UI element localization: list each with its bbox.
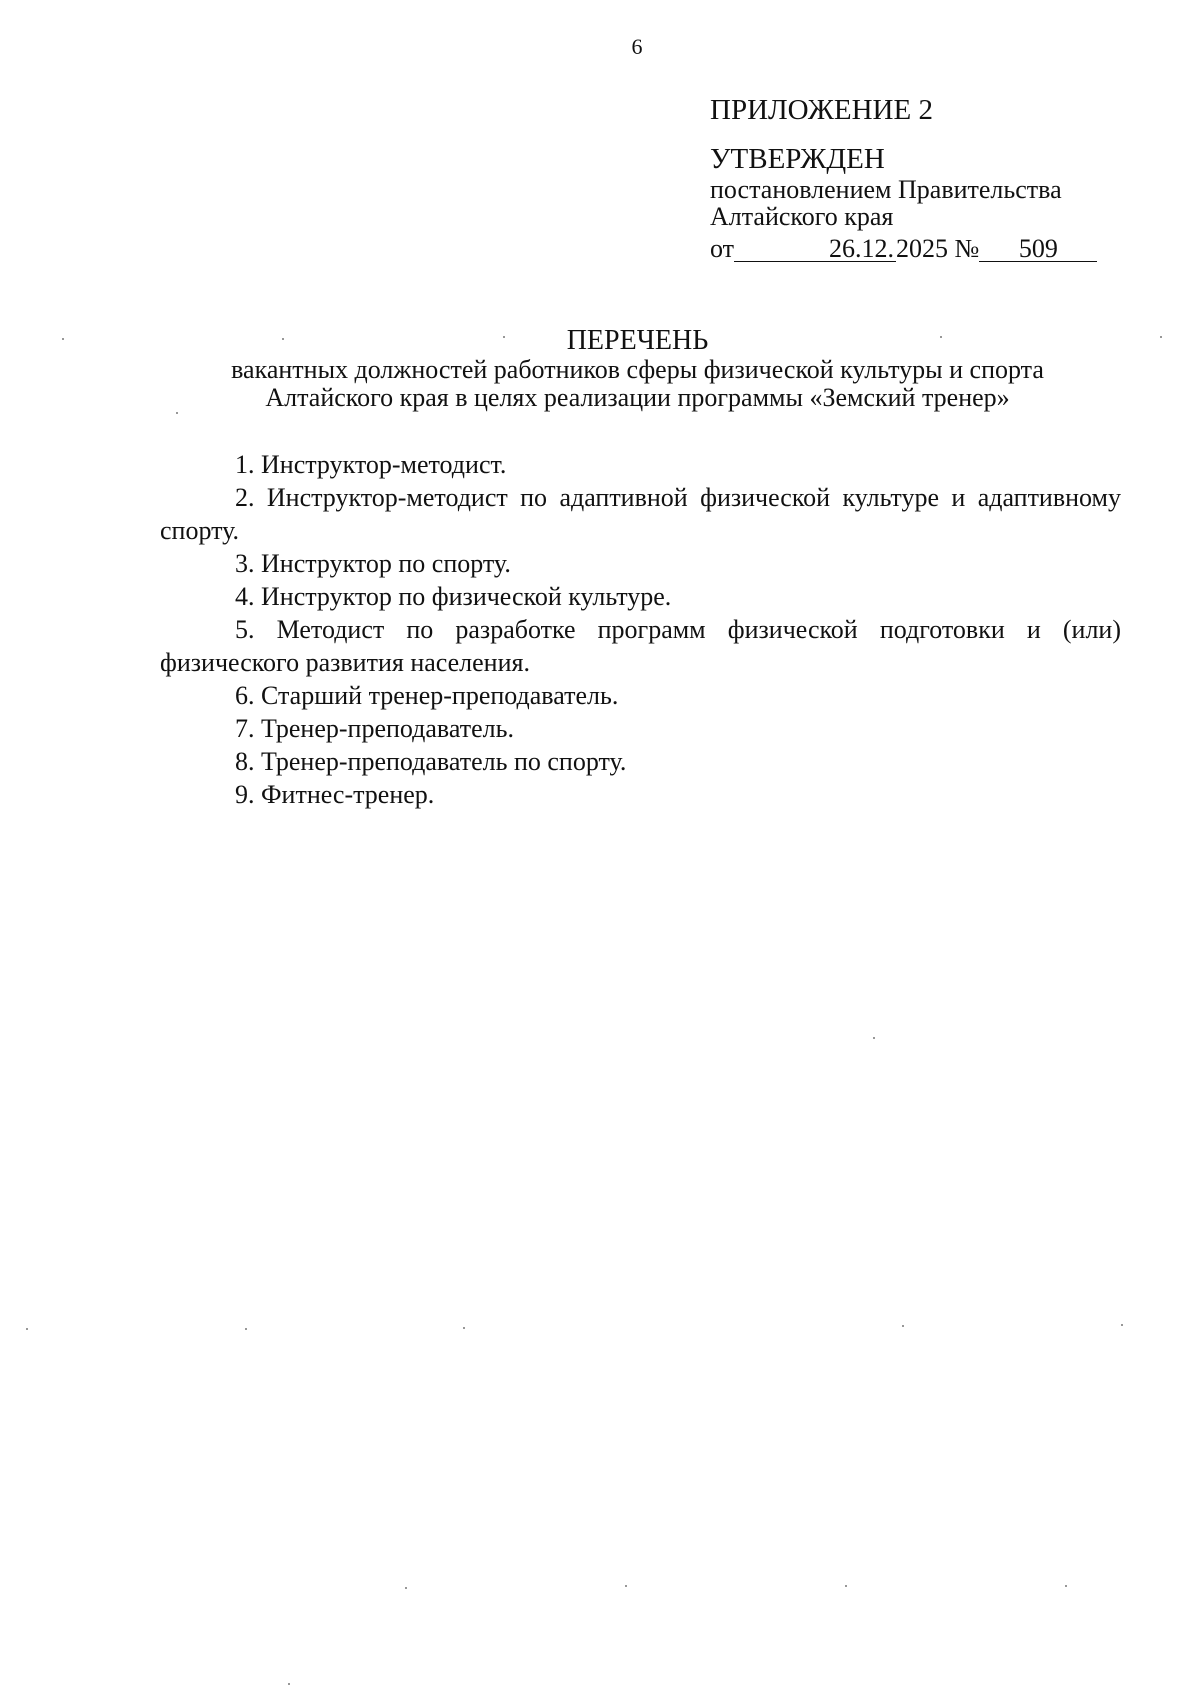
scan-speck xyxy=(176,412,178,414)
scan-speck xyxy=(1121,1324,1123,1326)
appendix-label: ПРИЛОЖЕНИЕ 2 xyxy=(710,94,933,126)
scan-speck xyxy=(245,1328,247,1330)
list-item: 3. Инструктор по спорту. xyxy=(235,549,511,578)
list-item: 2. Инструктор-методист по адаптивной физической культуре и адаптивному спорту. xyxy=(160,483,1121,545)
list-item: 9. Фитнес-тренер. xyxy=(235,780,435,809)
list-heading: ПЕРЕЧЕНЬ xyxy=(566,325,709,356)
approved-by-region: Алтайского края xyxy=(710,202,894,231)
scan-speck xyxy=(503,336,505,338)
positions-list xyxy=(160,448,1121,811)
scan-speck xyxy=(282,338,284,340)
list-item: 8. Тренер-преподаватель по спорту. xyxy=(235,747,627,776)
approved-label: УТВЕРЖДЕН xyxy=(710,143,885,175)
list-title-block xyxy=(160,326,1115,412)
date-prefix: от xyxy=(710,234,735,263)
scan-speck xyxy=(1160,336,1162,338)
scan-speck xyxy=(625,1585,627,1587)
approval-date-line xyxy=(710,234,1150,264)
list-item: 1. Инструктор-методист. xyxy=(235,450,507,479)
scan-speck xyxy=(845,1585,847,1587)
scan-speck xyxy=(288,1683,290,1685)
scan-speck xyxy=(26,1328,28,1330)
page-number: 6 xyxy=(631,34,643,59)
list-item: 6. Старший тренер-преподаватель. xyxy=(235,681,619,710)
scan-speck xyxy=(902,1325,904,1327)
list-item: 5. Методист по разработке программ физической подготовки и (или) физического развития населения. xyxy=(160,615,1121,677)
approval-number: 509 xyxy=(979,237,1097,262)
scan-speck xyxy=(1065,1585,1067,1587)
list-subtitle-line2: Алтайского края в целях реализации программы «Земский тренер» xyxy=(265,383,1010,412)
approval-block xyxy=(710,92,1150,264)
list-item: 4. Инструктор по физической культуре. xyxy=(235,582,672,611)
list-item: 7. Тренер-преподаватель. xyxy=(235,714,514,743)
list-subtitle-line1: вакантных должностей работников сферы физической культуры и спорта xyxy=(231,355,1044,384)
scan-speck xyxy=(873,1037,875,1039)
scan-speck xyxy=(405,1587,407,1589)
scan-speck xyxy=(62,338,64,340)
scan-speck xyxy=(940,336,942,338)
scan-speck xyxy=(463,1327,465,1329)
approval-date: 26.12. xyxy=(734,237,896,262)
year-and-number-sign: 2025 № xyxy=(896,234,980,263)
approved-by-line: постановлением Правительства xyxy=(710,175,1062,204)
